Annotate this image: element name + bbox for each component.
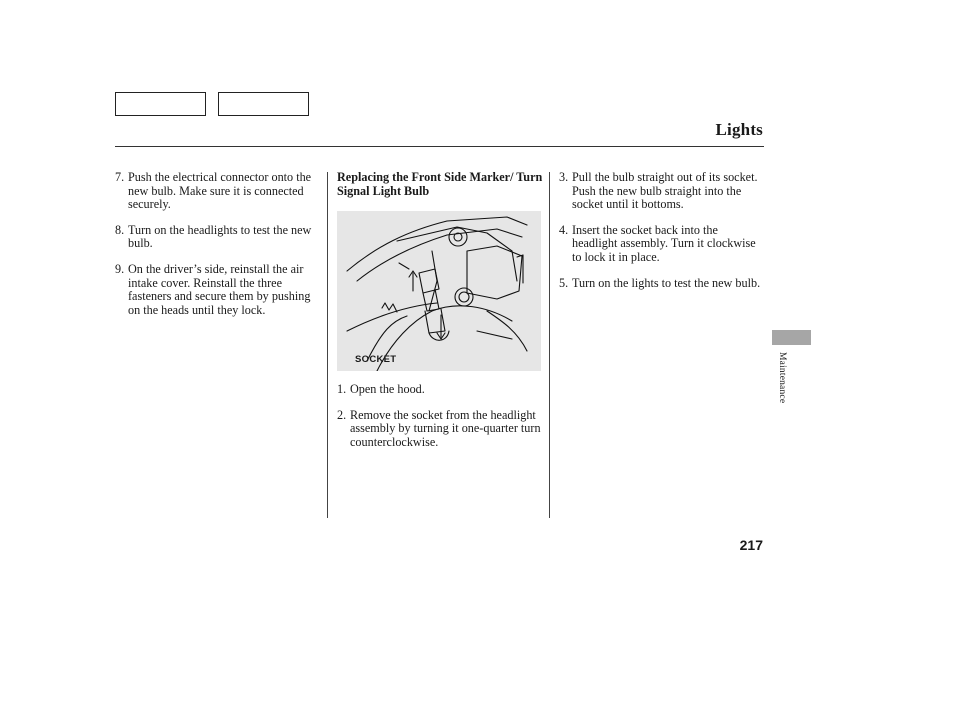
step-text: On the driver’s side, reinstall the air intake cover. Reinstall the three fasteners and secure them by pushing on the heads until they lock. [128,261,311,317]
step-number: 4. [559,222,569,237]
page-title: Lights [715,120,763,139]
page-number: 217 [739,537,763,553]
left-column [115,171,320,329]
step-text: Turn on the headlights to test the new bulb. [128,222,312,251]
step-8 [115,224,320,251]
step-number: 2. [337,407,347,422]
right-column [559,171,764,302]
step-number: 7. [115,170,125,184]
step-number: 9. [115,261,125,276]
section-subheading: Replacing the Front Side Marker/ Turn Signal Light Bulb [337,170,543,198]
middle-column [337,171,547,462]
section-tab-label: Maintenance [777,352,787,404]
nav-button-2[interactable] [218,92,309,116]
socket-drawing [337,211,541,371]
step-number: 1. [337,382,347,397]
step-text: Turn on the lights to test the new bulb. [572,275,761,290]
step-text: Push the electrical connector onto the new bulb. Make sure it is connected securely. [128,170,312,212]
step-3 [559,171,764,212]
column-divider-2 [549,172,550,518]
socket-illustration [337,211,541,371]
step-text: Pull the bulb straight out of its socket. Push the new bulb straight into the socket until it bottoms. [572,170,758,212]
header-rule [115,146,764,147]
step-text: Open the hood. [350,382,425,397]
step-4 [559,224,764,265]
step-number: 5. [559,275,569,290]
socket-label: SOCKET [355,353,397,365]
step-7 [115,171,320,212]
step-9 [115,263,320,317]
step-5 [559,277,764,291]
step-2 [337,409,547,450]
section-tab[interactable] [772,330,811,345]
step-text: Insert the socket back into the headlight assembly. Turn it clockwise to lock it in place. [572,222,756,264]
step-number: 8. [115,222,125,237]
nav-button-1[interactable] [115,92,206,116]
step-number: 3. [559,170,569,184]
step-text: Remove the socket from the headlight assembly by turning it one-quarter turn counterclockwise. [350,407,541,449]
column-divider-1 [327,172,328,518]
step-1 [337,383,547,397]
